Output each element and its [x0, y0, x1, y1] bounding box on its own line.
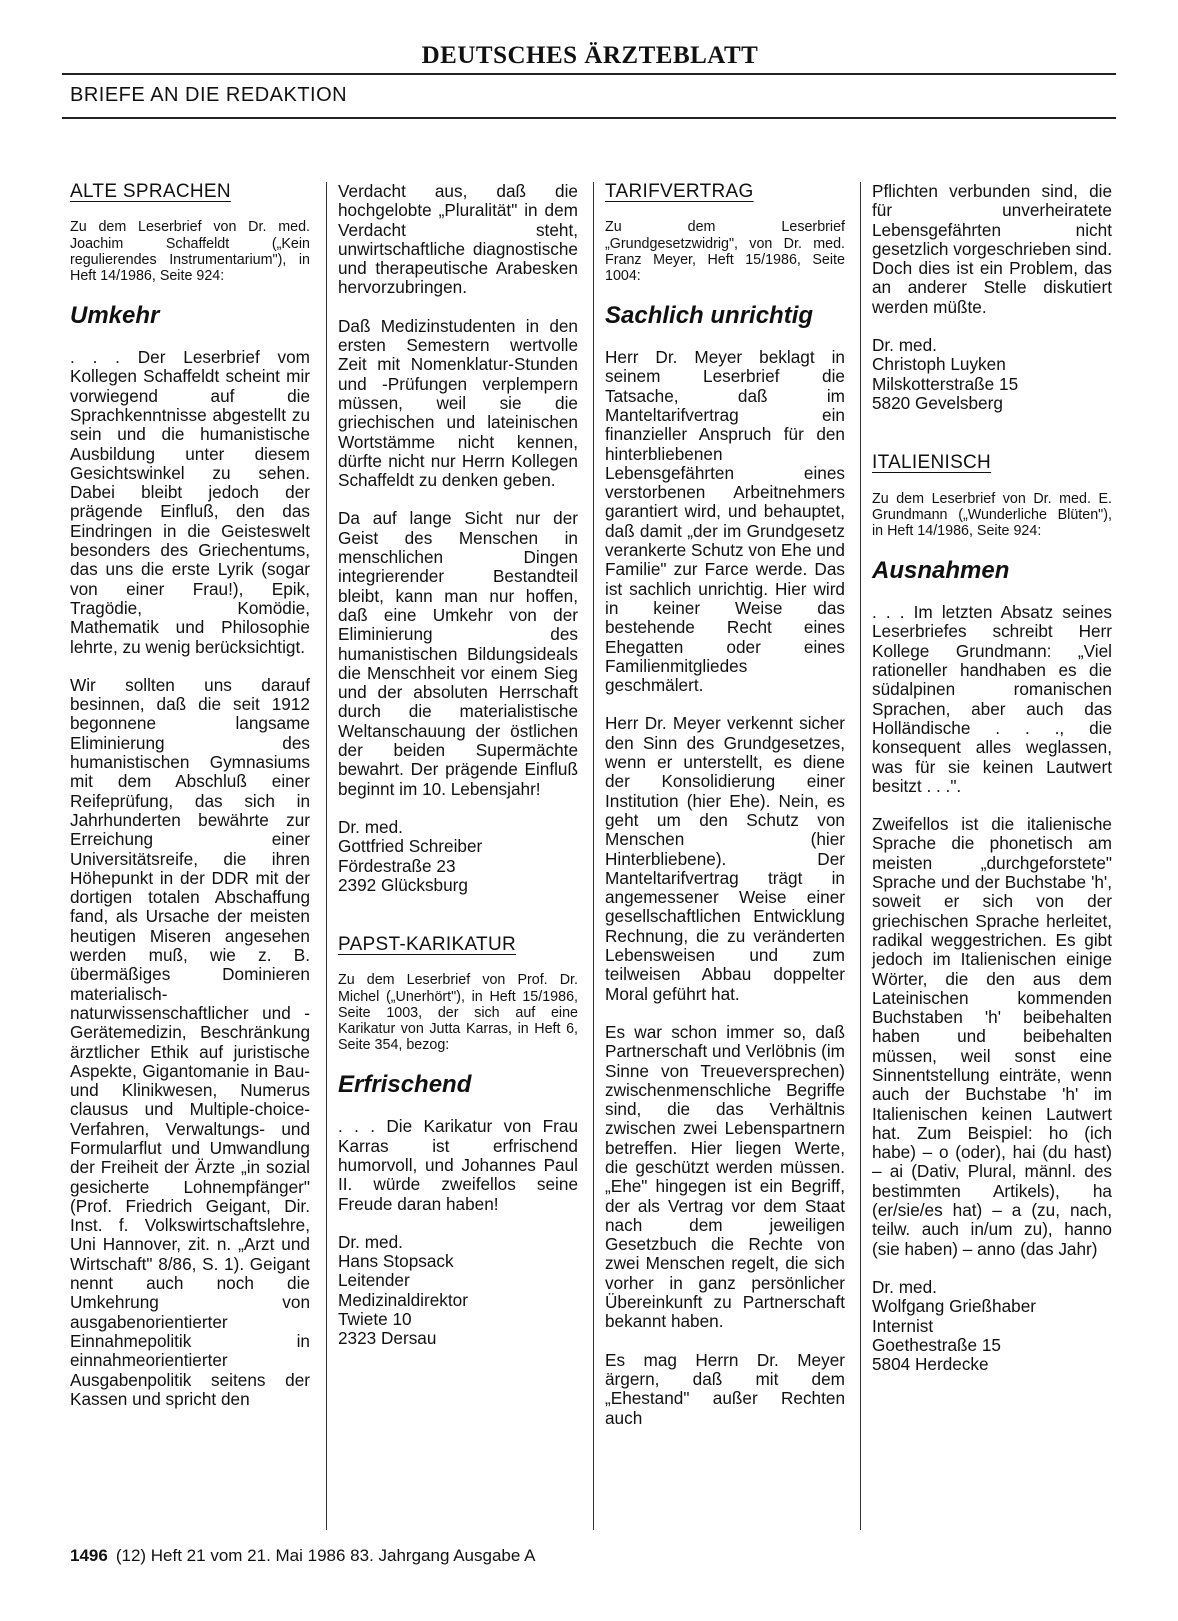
issue-info: (12) Heft 21 vom 21. Mai 1986 83. Jahrgang Ausgabe A	[115, 1546, 536, 1565]
page-number: 1496	[70, 1546, 108, 1565]
letter-paragraph: Pflichten verbunden sind, die für unverheiratete Lebensgefährten nicht gesetzlich vorgeschrieben sind. Doch dies ist ein Problem, das an anderer Stelle diskutiert werden müßte.	[872, 181, 1112, 317]
letter-reference: Zu dem Leserbrief von Dr. med. E. Grundmann („Wunderliche Blüten"), in Heft 14/1986, Seite 924:	[872, 490, 1112, 539]
letter-headline: Umkehr	[70, 302, 160, 330]
signature-line: Hans Stopsack	[338, 1251, 454, 1272]
letter-rubric: ITALIENISCH	[872, 452, 992, 474]
signature-line: Medizinaldirektor	[338, 1289, 468, 1310]
letter-signature	[872, 1278, 1112, 1374]
letter-paragraph: Es mag Herrn Dr. Meyer ärgern, daß mit dem „Ehestand" außer Rechten auch	[605, 1349, 845, 1428]
signature-line: Wolfgang Grießhaber	[872, 1296, 1037, 1317]
letter-paragraph: Herr Dr. Meyer verkennt sicher den Sinn des Grundgesetzes, wenn er unterstellt, es diene der Konsolidierung einer Institution (hier Ehe). Nein, es geht um den Schutz von Menschen (hier Hinterbliebene). Der Manteltarifvertrag trägt in angemessener Weise einer gesellschaftlichen Entwicklung Rechnung, die zu veränderten Lebensweisen und zum teilweisen Abbau doppelter Moral geführt hat.	[605, 713, 845, 1004]
letter-rubric: TARIFVERTRAG	[605, 181, 754, 202]
letter-rubric: PAPST-KARIKATUR	[338, 934, 516, 956]
letter-paragraph: . . . Der Leserbrief vom Kollegen Schaffeldt scheint mir vorwiegend auf die Sprachkenntnisse abgestellt zu sein und die humanistische Ausbildung unter diesem Gesichtswinkel zu sehen. Dabei bleibt jedoch der prägende Einfluß, den das Eindringen in die Geisteswelt besonders des Griechentums, das uns die erste Lyrik (sogar von einer Frau!), Epik, Tragödie, Komödie, Mathematik und Philosophie lehrte, zu wenig berücksichtigt.	[70, 347, 310, 657]
signature-line: Dr. med.	[338, 816, 403, 837]
signature-line: Twiete 10	[338, 1309, 412, 1330]
signature-line: 2392 Glücksburg	[338, 874, 468, 895]
header-rule	[62, 73, 1116, 75]
signature-line: Leitender	[338, 1270, 410, 1291]
letter-headline: Ausnahmen	[872, 557, 1010, 585]
letter-signature	[338, 1233, 578, 1349]
section-rule	[62, 117, 1116, 119]
letter-signature	[338, 818, 578, 895]
letter-paragraph: Herr Dr. Meyer beklagt in seinem Leserbrief die Tatsache, daß im Manteltarifvertrag ein finanzieller Anspruch für den hinterbliebenen Lebensgefährten eines verstorbenen Arbeitnehmers garantiert wird, und behauptet, daß damit „der im Grundgesetz verankerte Schutz von Ehe und Familie" zur Farce werde. Das ist sachlich unrichtig. Hier wird in keiner Weise das bestehende Recht eines Ehegatten oder eines Familienmitgliedes geschmälert.	[605, 347, 845, 696]
column-divider	[593, 182, 594, 1530]
column-4	[872, 182, 1112, 1392]
journal-title: DEUTSCHES ÄRZTEBLATT	[421, 42, 759, 69]
signature-line: Internist	[872, 1315, 934, 1336]
page-footer	[70, 1546, 535, 1566]
letter-paragraph: Verdacht aus, daß die hochgelobte „Pluralität" in dem Verdacht steht, unwirtschaftliche diagnostische und therapeutische Arabesken hervorzubringen.	[338, 181, 578, 298]
letter-reference: Zu dem Leserbrief „Grundgesetzwidrig", von Dr. med. Franz Meyer, Heft 15/1986, Seite 1004:	[605, 219, 845, 284]
letter-paragraph: Da auf lange Sicht nur der Geist des Menschen in menschlichen Dingen integrierender Bestandteil bleibt, kann man nur hoffen, daß eine Umkehr von der Eliminierung des humanistischen Bildungsideals die Menschheit vor einem Sieg und der absoluten Herrschaft durch die materialistische Weltanschauung der östlichen der beiden Supermächte bewahrt. Der prägende Einfluß beginnt im 10. Lebensjahr!	[338, 508, 578, 799]
signature-line: Goethestraße 15	[872, 1334, 1001, 1355]
letter-headline: Erfrischend	[338, 1071, 472, 1099]
signature-line: Milskotterstraße 15	[872, 373, 1019, 394]
column-3	[605, 182, 845, 1447]
letter-paragraph: Zweifellos ist die italienische Sprache die phonetisch am meisten „durchgeforstete" Sprache und der Buchstabe 'h', soweit er sich von der griechischen Sprache herleitet, radikal weggestrichen. Es gibt jedoch im Italienischen einige Wörter, die den aus dem Lateinischen kommenden Buchstaben 'h' beibehalten haben und beibehalten müssen, weil sonst eine Sinnentstellung einträte, wenn auch der Buchstabe 'h' im Italienischen keinen Lautwert hat. Zum Beispiel: ho (ich habe) – o (oder), hai (du hast) – ai (Dativ, Plural, männl. des bestimmten Artikels), ha (er/sie/es hat) – a (zu, nach, teilw. auch in/um zu), hanno (sie haben) – anno (das Jahr)	[872, 814, 1112, 1259]
signature-line: 5804 Herdecke	[872, 1354, 989, 1375]
letter-paragraph: Daß Medizinstudenten in den ersten Semestern wertvolle Zeit mit Nomenklatur-Stunden und -Prüfungen verplempern müssen, weil sie die griechischen und lateinischen Wortstämme nicht kennen, dürfte nicht nur Herrn Kollegen Schaffeldt zu denken geben.	[338, 315, 578, 491]
section-title: BRIEFE AN DIE REDAKTION	[70, 84, 348, 106]
signature-line: 2323 Dersau	[338, 1328, 437, 1349]
letter-rubric: ALTE SPRACHEN	[70, 181, 231, 202]
signature-line: Dr. med.	[872, 1276, 937, 1297]
signature-line: Dr. med.	[338, 1231, 403, 1252]
column-divider	[326, 182, 327, 1530]
signature-line: Dr. med.	[872, 335, 937, 356]
signature-line: Fördestraße 23	[338, 855, 456, 876]
letter-paragraph: . . . Die Karikatur von Frau Karras ist erfrischend humorvoll, und Johannes Paul II. würde zweifellos seine Freude daran haben!	[338, 1116, 578, 1214]
letter-signature	[872, 336, 1112, 413]
column-2	[338, 182, 578, 1367]
column-1	[70, 182, 310, 1428]
letter-reference: Zu dem Leserbrief von Prof. Dr. Michel („Unerhört"), in Heft 15/1986, Seite 1003, der sich auf eine Karikatur von Jutta Karras, in Heft 6, Seite 354, bezog:	[338, 972, 578, 1054]
column-divider	[860, 182, 861, 1530]
letter-headline: Sachlich unrichtig	[605, 302, 814, 330]
signature-line: 5820 Gevelsberg	[872, 392, 1003, 413]
letter-paragraph: . . . Im letzten Absatz seines Leserbriefes schreibt Herr Kollege Grundmann: „Viel rationeller handhaben es die südalpinen romanischen Sprachen, aber auch das Holländische . . ., die konsequent alles weglassen, was für sie keinen Lautwert besitzt . . .".	[872, 602, 1112, 796]
letter-paragraph: Es war schon immer so, daß Partnerschaft und Verlöbnis (im Sinne von Treueversprechen) zwischenmenschliche Begriffe sind, die das Verhältnis zwischen zwei Lebenspartnern betreffen. Hier liegen Werte, die geschützt werden müssen. „Ehe" hingegen ist ein Begriff, der als Vertrag vor dem Staat nach dem jeweiligen Gesetzbuch die Rechte von zwei Menschen regelt, die sich vorher in ganz persönlicher Übereinkunft zu Partnerschaft bekannt haben.	[605, 1021, 845, 1332]
letter-paragraph: Wir sollten uns darauf besinnen, daß die seit 1912 begonnene langsame Eliminierung des humanistischen Gymnasiums mit dem Abschluß einer Reifeprüfung, das sich in Jahrhunderten bewährte zur Erreichung einer Universitätsreife, die ihren Höhepunkt in der DDR mit der dortigen totalen Abschaffung fand, als Ursache der meisten heutigen Miseren angesehen werden muß, wie z. B. übermäßiges Dominieren materialisch-naturwissenschaftlicher und -Gerätemedizin, Beschränkung ärztlicher Ethik auf juristische Aspekte, Gigantomanie in Bau- und Klinikwesen, Numerus clausus und Multiple-choice-Verfahren, Verwaltungs- und Formularflut und Umwandlung der Freiheit der Ärzte „in sozial gesicherte Lohnempfänger" (Prof. Friedrich Geigant, Dir. Inst. f. Volkswirtschaftslehre, Uni Hannover, zit. n. „Arzt und Wirtschaft" 8/86, S. 1). Geigant nennt auch noch die Umkehrung von ausgabenorientierter Einnahmepolitik in einnahmeorientierter Ausgabenpolitik seitens der Kassen und spricht den	[70, 674, 310, 1409]
letter-reference: Zu dem Leserbrief von Dr. med. Joachim Schaffeldt („Kein regulierendes Instrumentarium"), in Heft 14/1986, Seite 924:	[70, 219, 310, 284]
signature-line: Gottfried Schreiber	[338, 836, 483, 857]
signature-line: Christoph Luyken	[872, 354, 1006, 375]
